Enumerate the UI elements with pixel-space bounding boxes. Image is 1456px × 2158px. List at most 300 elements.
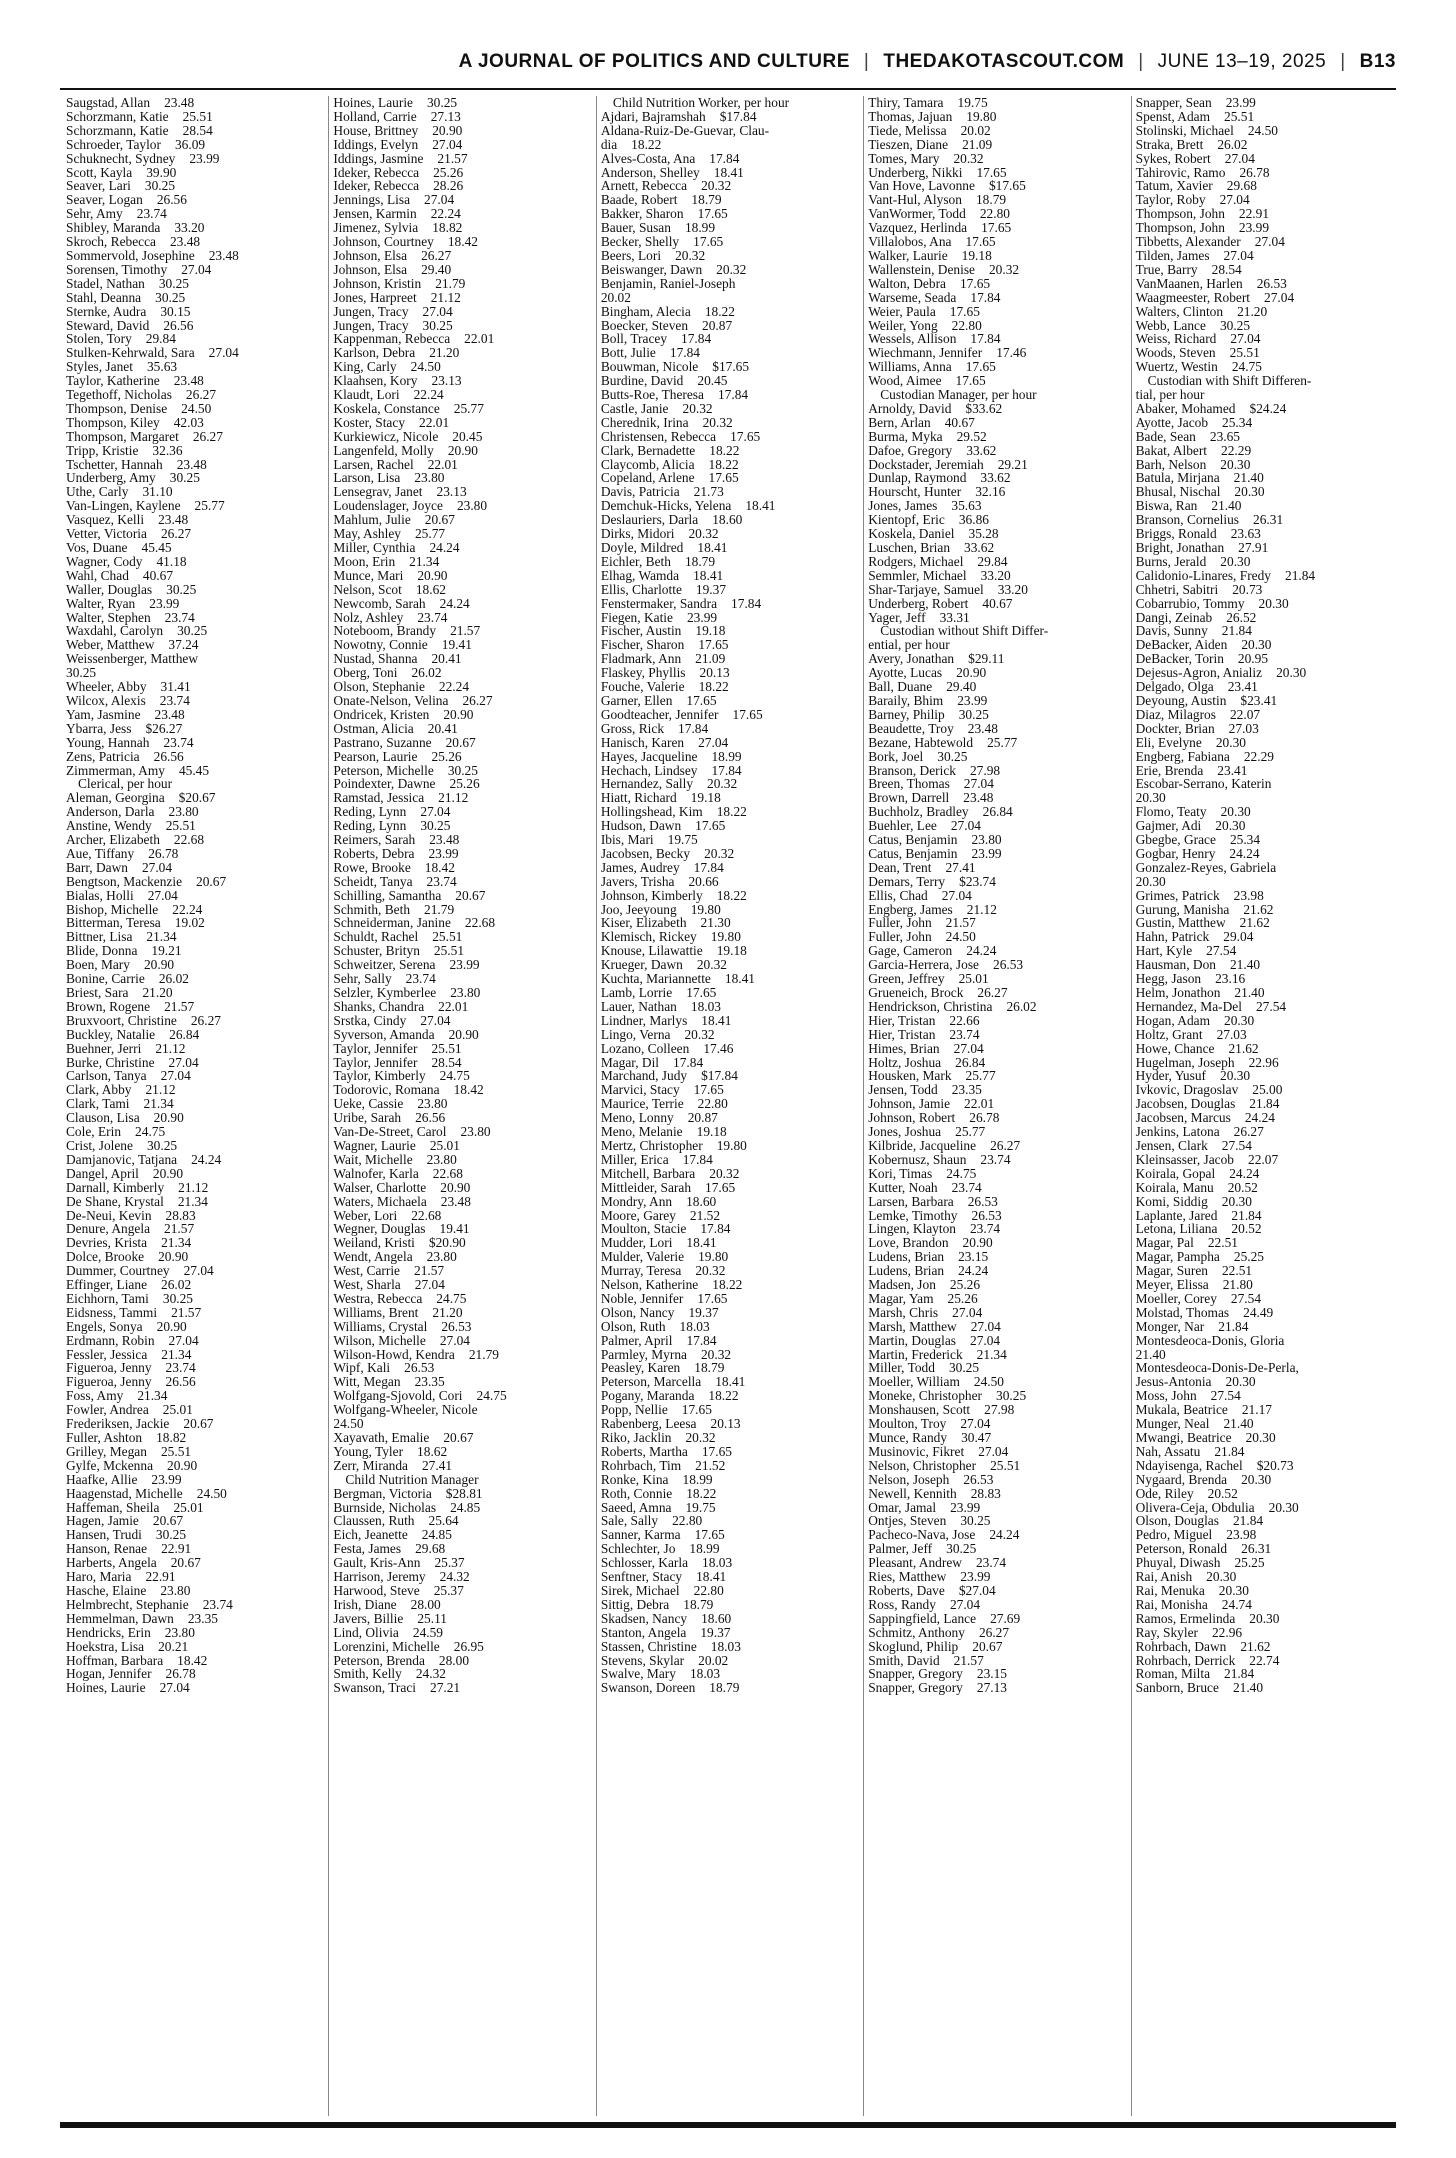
pay-rate: 26.56 [415,1110,446,1126]
pay-rate: 20.95 [1237,651,1269,667]
list-item [333,1139,585,1153]
employee-name: Peterson, Ronald [1135,1541,1228,1557]
pay-rate: 30.25 [166,581,197,597]
pay-rate: 21.34 [161,1235,192,1251]
pay-rate: 37.24 [168,637,199,653]
list-item [333,221,585,235]
pay-rate: 24.75 [439,1068,470,1084]
pay-rate: 27.04 [181,261,212,277]
employee-name: Weiland, Kristi [333,1235,415,1251]
pay-rate: 17.65 [965,359,996,375]
list-item [66,1501,318,1515]
list-item [601,1528,853,1542]
list-item [66,930,318,944]
list-item [66,360,318,374]
list-item [601,416,853,430]
list-item [868,1514,1120,1528]
employee-name: Fischer, Sharon [600,637,685,653]
pay-rate: 17.84 [669,345,701,361]
pay-rate: 17.46 [703,1040,734,1056]
employee-name: Devries, Krista [66,1235,148,1251]
pay-rate: 29.04 [1223,929,1254,945]
employee-name: Bern, Arlan [868,414,931,430]
employee-name: Hahn, Patrick [1135,929,1210,945]
employee-name: Bengtson, Mackenzie [66,873,183,889]
list-item [868,402,1120,416]
pay-rate: 17.65 [693,1082,724,1098]
list-item [868,555,1120,569]
list-item [66,1570,318,1584]
employee-name: Van-De-Street, Carol [333,1124,447,1140]
list-item [66,263,318,277]
pay-rate: 23.74 [949,1026,980,1042]
list-item [1136,1083,1388,1097]
pay-rate: 27.54 [1230,1290,1262,1306]
pay-rate: 23.65 [1209,428,1241,444]
pay-rate: 17.84 [970,331,1001,347]
list-item [1136,889,1388,903]
employee-name: Briest, Sara [66,985,129,1000]
pay-rate: 23.48 [963,790,994,806]
list-item [601,583,853,597]
list-item [601,485,853,499]
employee-name: Boll, Tracey [600,331,668,347]
list-item [66,221,318,235]
employee-name: Sehr, Sally [333,971,392,987]
pay-rate: 23.99 [428,845,459,861]
list-item [868,805,1120,819]
employee-name: Aleman, Georgina [66,790,165,806]
list-item [333,1528,585,1542]
list-item [66,1292,318,1306]
list-item [601,541,853,555]
employee-name: Hollingshead, Kim [600,804,703,820]
pay-rate: 22.80 [697,1096,728,1112]
employee-name: Miller, Erica [600,1151,669,1167]
pay-rate: 17.65 [955,373,986,389]
employee-name: Pastrano, Suzanne [333,734,432,750]
pay-rate: 17.65 [697,1290,728,1306]
employee-name: Rabenberg, Leesa [600,1416,697,1432]
pay-rate: 36.09 [174,136,206,152]
list-item [66,916,318,930]
list-item [868,750,1120,764]
list-item [1136,152,1388,166]
list-item [601,1334,853,1348]
pay-rate: $20.73 [1256,1457,1294,1473]
list-item [601,179,853,193]
employee-name: Lorenzini, Michelle [333,1638,440,1654]
pay-rate: 24.59 [412,1624,444,1640]
list-item [601,1584,853,1598]
pay-rate: 25.37 [433,1582,464,1598]
pay-rate: 25.77 [453,400,484,416]
list-item [1136,1361,1388,1375]
employee-name: Jennings, Lisa [333,192,411,208]
pay-rate: 24.24 [966,943,997,959]
list-item [868,1459,1120,1473]
employee-name: Hiatt, Richard [600,790,677,806]
employee-name: Kappenman, Rebecca [333,331,451,347]
list-item [868,1403,1120,1417]
employee-name: Maurice, Terrie [600,1096,684,1112]
pay-rate: 20.90 [143,957,175,973]
list-item [868,1209,1120,1223]
pay-rate: 23.99 [957,692,988,708]
employee-name: Wolfgang-Sjovold, Cori [333,1388,463,1404]
pay-rate: 25.51 [433,943,465,959]
list-item [601,277,853,291]
pay-rate: 27.04 [970,1332,1001,1348]
pay-rate: 21.57 [945,915,976,931]
list-item [868,1320,1120,1334]
list-item [66,513,318,527]
pay-rate: 23.99 [960,1569,991,1585]
employee-name: Underberg, Nikki [868,164,963,180]
list-item [868,444,1120,458]
employee-name: Walker, Laurie [868,247,948,263]
pay-rate: 25.25 [1234,1555,1265,1571]
list-item [601,1097,853,1111]
pay-rate: 21.34 [137,1388,168,1404]
pay-rate: 17.65 [695,818,726,834]
employee-name: Green, Jeffrey [868,971,945,987]
employee-name: Olson, Douglas [1135,1513,1219,1529]
employee-name: Haffeman, Sheila [66,1499,160,1515]
list-item [66,1514,318,1528]
list-item [1136,1195,1388,1209]
list-item [333,1195,585,1209]
employee-name: VanWormer, Todd [868,206,966,222]
pay-rate: 23.48 [176,456,207,472]
list-item [601,569,853,583]
employee-name: Garner, Ellen [600,692,673,708]
employee-name: Love, Brandon [868,1235,949,1251]
list-item [1136,263,1388,277]
employee-name: Weiler, Yong [868,317,938,333]
employee-name: 20.30 [1135,873,1166,889]
employee-name: Housken, Mark [868,1068,952,1084]
list-item [66,694,318,708]
pay-rate: 25.77 [987,734,1018,750]
employee-name: Uthe, Carly [66,484,129,500]
employee-name: Olson, Stephanie [333,679,425,695]
employee-name: Riko, Jacklin [600,1430,672,1445]
pay-rate: 26.53 [441,1318,472,1334]
employee-name: Hasche, Elaine [66,1582,147,1598]
employee-name: Tiede, Melissa [868,122,947,138]
list-item [66,1542,318,1556]
list-item [601,847,853,861]
pay-rate: 21.12 [155,1040,186,1056]
pay-rate: 35.28 [968,526,999,542]
list-item [66,193,318,207]
list-item [66,1236,318,1250]
employee-name: Ajdari, Bajramshah [600,108,706,124]
pay-rate: 18.42 [177,1652,208,1668]
employee-name: Tripp, Kristie [66,442,139,458]
employee-name: Bittner, Lisa [66,929,133,945]
employee-name: Komi, Siddig [1135,1193,1208,1209]
employee-name: Ross, Randy [868,1596,936,1612]
employee-name: Haro, Maria [66,1569,132,1585]
employee-name: Effinger, Liane [66,1277,148,1293]
list-item [333,96,585,110]
pay-rate: 25.64 [428,1513,459,1529]
list-item [1136,193,1388,207]
pay-rate: 21.20 [1237,303,1268,319]
list-item [601,791,853,805]
list-item [66,624,318,638]
pay-rate: 20.02 [960,122,991,138]
list-item [1136,1181,1388,1195]
pay-rate: $27.04 [958,1582,996,1598]
list-item [333,1667,585,1681]
list-item [868,1542,1120,1556]
pay-rate: 22.91 [1238,206,1270,222]
list-item [1136,360,1388,374]
list-item [1136,444,1388,458]
list-item [1136,1640,1388,1654]
list-item [868,305,1120,319]
list-item [601,1348,853,1362]
employee-name: Yam, Jasmine [66,706,141,722]
list-item [868,1097,1120,1111]
employee-name: Eli, Evelyne [1135,734,1202,750]
employee-name: Ellis, Chad [868,887,928,903]
employee-name: Hart, Kyle [1135,943,1193,959]
list-item [1136,764,1388,778]
pay-rate: 23.80 [456,498,488,514]
employee-name: Skroch, Rebecca [66,234,156,250]
pay-rate: 21.52 [689,1207,721,1223]
pay-rate: 17.65 [693,234,724,250]
employee-name: Zerr, Miranda [333,1457,408,1473]
pay-rate: 18.41 [745,498,776,514]
pay-rate: 22.51 [1207,1235,1238,1251]
list-item [1136,1514,1388,1528]
pay-rate: 40.67 [944,414,975,430]
pay-rate: 27.04 [963,776,994,792]
list-item [601,1000,853,1014]
list-item [601,694,853,708]
list-item [66,1195,318,1209]
pay-rate: 18.22 [704,303,735,319]
pay-rate: 20.30 [1245,1430,1276,1445]
pay-rate: 20.67 [196,873,227,889]
employee-name: Gault, Kris-Ann [333,1555,421,1571]
list-item [1136,791,1388,805]
pay-rate: 26.02 [1217,136,1248,152]
list-item [333,263,585,277]
pay-rate: 26.27 [1233,1124,1264,1140]
employee-name: Moulton, Stacie [600,1221,687,1237]
employee-name: Johnson, Elsa [333,247,408,263]
list-item [868,1640,1120,1654]
employee-name: Vasquez, Kelli [66,512,145,528]
employee-name: Hernandez, Sally [600,776,694,792]
employee-name: Deslauriers, Darla [600,512,699,528]
list-item [1136,1570,1388,1584]
list-item [333,777,585,791]
pay-rate: 27.69 [990,1610,1021,1626]
employee-name: Fuller, John [868,929,932,945]
employee-name: Jungen, Tracy [333,303,409,319]
list-item [601,1598,853,1612]
list-item [601,388,853,402]
pay-rate: 30.47 [961,1430,992,1445]
pay-rate: 24.24 [989,1527,1020,1543]
list-item [66,1626,318,1640]
pay-rate: 17.84 [711,762,742,778]
pay-rate: 30.25 [422,317,453,333]
employee-name: Letona, Liliana [1135,1221,1218,1237]
employee-name: Schuknecht, Sydney [66,150,176,166]
list-item [333,458,585,472]
pay-rate: 26.78 [148,845,179,861]
site-link[interactable]: THEDAKOTASCOUT.COM [883,51,1125,72]
pay-rate: 20.30 [1218,1582,1249,1598]
pay-rate: 22.01 [438,998,469,1014]
pay-rate: 20.30 [1220,456,1251,472]
pay-rate: 27.04 [941,887,972,903]
list-item [333,986,585,1000]
list-item [333,1278,585,1292]
pay-rate: 24.24 [1229,1165,1260,1181]
employee-name: Hendricks, Erin [66,1624,151,1640]
employee-name: Smith, Kelly [333,1666,402,1682]
employee-name: Scheidt, Tanya [333,873,413,889]
employee-name: 21.40 [1135,1346,1166,1362]
list-item [601,624,853,638]
list-item [333,124,585,138]
pay-rate: 31.41 [160,679,191,695]
pay-rate: 25.51 [1224,108,1255,124]
pay-rate: 20.87 [687,1110,718,1126]
pay-rate: 23.74 [980,1151,1011,1167]
pay-rate: 18.79 [691,192,722,208]
list-item [1136,1000,1388,1014]
employee-name: Iddings, Evelyn [333,136,419,152]
list-item [601,1542,853,1556]
employee-name: Monshausen, Scott [868,1402,971,1418]
employee-name: Peterson, Michelle [333,762,434,778]
pay-rate: 28.00 [438,1652,470,1668]
list-item [1136,402,1388,416]
pay-rate: 27.04 [160,1068,191,1084]
list-item [66,986,318,1000]
employee-name: Briggs, Ronald [1135,526,1217,542]
list-item [1136,1139,1388,1153]
list-item [601,1056,853,1070]
list-item [868,638,1120,652]
employee-name: Sternke, Audra [66,303,147,319]
employee-name: Bakat, Albert [1135,442,1208,458]
list-item [601,166,853,180]
employee-name: Demchuk-Hicks, Yelena [600,498,732,514]
employee-name: Tibbetts, Alexander [1135,234,1241,250]
list-item [601,819,853,833]
employee-name: Arnett, Rebecca [600,178,688,194]
list-item [333,1612,585,1626]
employee-name: Schuster, Brityn [333,943,420,959]
pay-rate: 20.32 [695,1263,726,1279]
pay-rate: 23.48 [967,720,998,736]
column-5 [1132,96,1398,2116]
employee-name: Moore, Garey [600,1207,676,1223]
employee-name: Diaz, Milagros [1135,706,1216,722]
list-item [868,1612,1120,1626]
pay-rate: 17.84 [686,1332,717,1348]
pay-rate: 21.34 [161,1346,192,1362]
pay-rate: 24.24 [191,1151,222,1167]
list-item [868,958,1120,972]
employee-name: Jensen, Karmin [333,206,417,222]
pay-rate: 20.52 [1227,1179,1258,1195]
pay-rate: 26.02 [158,971,189,987]
employee-name: Johnson, Kimberly [600,887,703,903]
pay-rate: 25.77 [414,526,446,542]
list-item [1136,1473,1388,1487]
pay-rate: 25.00 [1252,1082,1283,1098]
list-item [66,138,318,152]
employee-name: Weier, Paula [868,303,936,319]
list-item [333,485,585,499]
list-item [868,527,1120,541]
list-item [601,1209,853,1223]
pay-rate: 22.68 [411,1207,442,1223]
employee-name: Marchand, Judy [600,1068,688,1084]
list-item [66,1556,318,1570]
pay-rate: 17.84 [970,289,1001,305]
employee-name: Gustin, Matthew [1135,915,1226,931]
employee-name: Harberts, Angela [66,1555,157,1571]
employee-name: Molstad, Thomas [1135,1304,1230,1320]
pay-rate: 27.04 [420,1012,451,1028]
list-item [66,638,318,652]
employee-name: Kurkiewicz, Nicole [333,428,439,444]
list-item [333,166,585,180]
pay-rate: 17.65 [694,1527,725,1543]
list-item [601,1069,853,1083]
pay-rate: 20.30 [1234,484,1265,500]
employee-name: Parmley, Myrna [600,1346,687,1362]
employee-name: Sittig, Debra [600,1596,670,1612]
pay-rate: 20.30 [1224,1012,1255,1028]
pay-rate: 24.32 [439,1569,470,1585]
employee-name: Moulton, Troy [868,1416,947,1432]
pay-rate: 23.74 [975,1555,1007,1571]
pay-rate: 24.74 [1221,1596,1252,1612]
list-item [1136,1278,1388,1292]
pay-rate: $17.65 [712,359,750,375]
pay-rate: 22.68 [432,1165,463,1181]
pay-rate: 21.12 [178,1179,209,1195]
pay-rate: 19.41 [439,1221,470,1237]
pay-rate: 27.54 [1255,998,1287,1014]
employee-name: DeBacker, Aiden [1135,637,1228,653]
pay-rate: 22.01 [964,1096,995,1112]
employee-name: Delgado, Olga [1135,679,1214,695]
employee-name: Gross, Rick [600,720,665,736]
list-item [868,179,1120,193]
employee-name: Taylor, Kimberly [333,1068,426,1084]
employee-name: Lamb, Lorrie [600,985,673,1000]
employee-name: Van-Lingen, Kaylene [66,498,181,514]
pay-rate: 26.56 [163,317,194,333]
employee-name: Burnside, Nicholas [333,1499,437,1515]
list-item [601,750,853,764]
